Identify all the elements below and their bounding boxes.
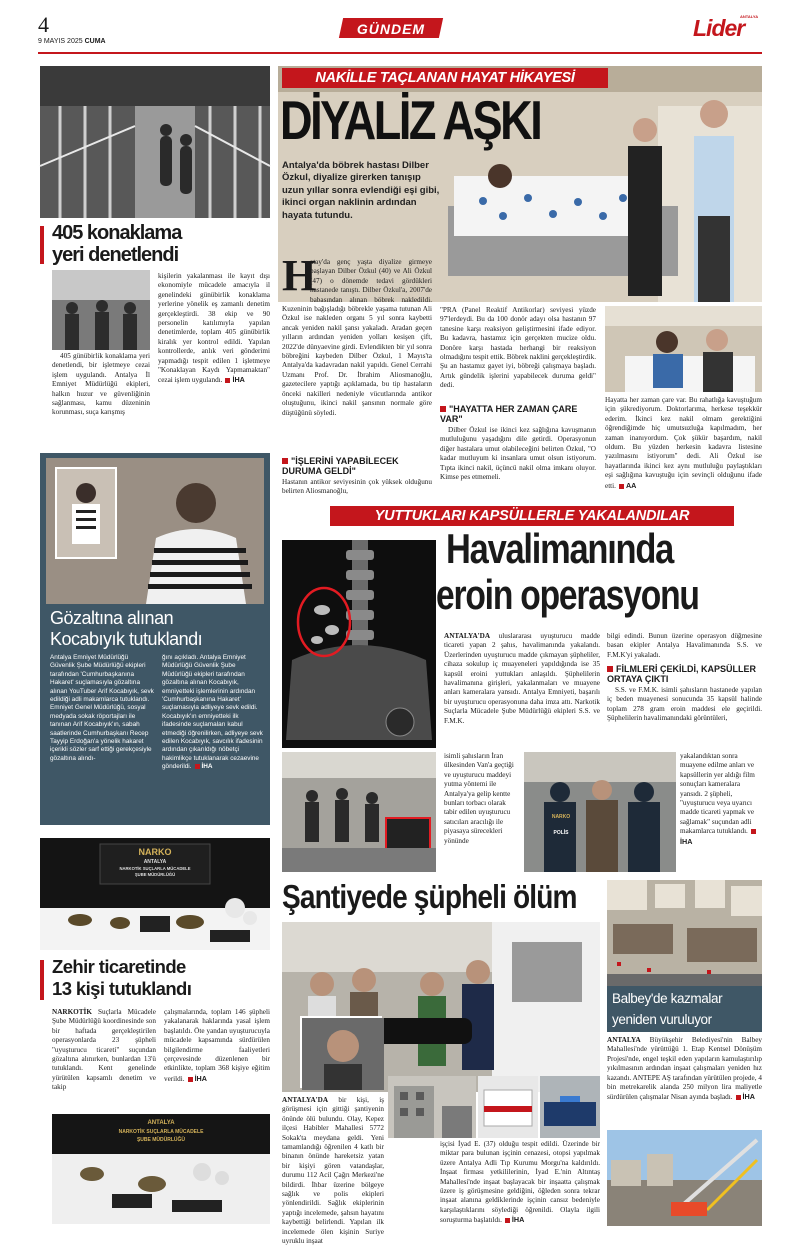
story1-body-paragraph [158,272,270,386]
story4-kicker: YUTTUKLARI KAPSÜLLERLE YAKALANDILAR [330,506,734,526]
story2-headline-line1: Gözaltına alınan [50,608,174,628]
narcotics-sign-top: NARKO [138,847,172,857]
main-sub2: "HAYATTA HER ZAMAN ÇARE VAR" [440,404,596,424]
story1-source: İHA [232,375,245,385]
main-sub1: "İŞLERİNİ YAPABİLECEK DURUMA GELDİ" [282,456,432,476]
header-rule [38,52,762,54]
story1-headline [52,222,181,266]
police-car-illustration [540,1076,600,1138]
narcotics-press-sign-line3: ŞUBE MÜDÜRLÜĞÜ [136,1137,186,1143]
kocabiyik-photo [46,458,264,604]
ambulance-illustration [478,1076,538,1138]
narcotics-seizure-photo [40,838,270,950]
narcotics-sign-line3: ŞUBE MÜDÜRLÜĞÜ [134,872,176,877]
main-col2b [440,426,596,500]
story4-source: İHA [680,836,693,846]
source-marker [751,829,756,834]
story1-body-text: kişilerin yakalanması ile kayıt dışı ekonomiyle mücadele amacıyla il genelindeki günübirlik konaklama yerlerine yönelik eş zamanlı denetim gerçekleştirdi. 38 ekip ve 90 personelin katılımıyla yapılan denetimlerde, toplam 405 günübirlik kiralık yer kontrol edildi. Yapılan kontrollerde, anlık veri gönderimi yapmadığı tespit edilen 1 işletmeye "Konaklayan Kaydı Yapmamaktan" cezai işlem uygulandı. [158,272,270,385]
narko-vest-label: NARKO [551,814,571,820]
main-col1-text: atay'da genç yaşta diyalize girmeye başlayan Dilber Özkul (40) ve Ali Özkul (47) o dönemde tedavi gördükleri hastanede tanıştı. Dilber Özkul'a, 2007'de babasından alınan böbrek nakledildi. Kuzeninin bağışladığı böbrekle yaşama tutunan Ali Özkul ise nakleden organı 5 yıl sonra kaybetti ancak yeniden nakil şansı yakaladı. Aradan geçen yılların ardından yeniden yolları kesişen çift, 2022'de dünyaevine girdi. Evlendikten bir yıl sonra böbreğini kaybeden Dilber Özkul, 1 Mayıs'ta Antalya'da kadavradan nakil yapıldı. Genel Cerrahi Uzmanı Prof. Dr. İbrahim Aliosmanoğlu, gazetecilere yaptığı açıklamada, bu tip hastaların önceki nakilleri nedeniyle vücutlarında antikor oluştuğunu, ikinci nakil şansının normale göre düştüğünü söyledi. [282,258,432,417]
story4-headline-line2: eroin operasyonu [436,571,699,618]
balbey-construction-photo [607,1130,762,1226]
narcotics-press-photo [52,1114,270,1224]
couple-illustration [605,306,762,392]
main-col3-paragraph [605,396,762,491]
story5-col2 [440,1140,600,1234]
source-marker [195,764,200,769]
story3-headline-line1: Zehir ticaretinde [52,956,186,977]
story4-col2-text: bilgi edindi. Bunun üzerine operasyon düğmesine basan ekipler Antalya Havalimanında S.S. ve F.M.K'yi yakaladı. [607,632,762,659]
hotel-inspection-photo [40,66,270,218]
story2-body-left-text: Antalya Emniyet Müdürlüğü Güvenlik Şube Müdürlüğü ekipleri tarafından 'Cumhurbaşkanına Hakaret' suçlamasıyla gözaltına alınan YouTuber Arif Kocabıyık, sevk edildiği adli makamlarca tutuklandı. Emniyet Genel Müdürlüğü, sosyal medyada sokak röportajları ile tanınan Arif Kocabıyık'ın, sabah saatlerinde Cumhurbaşkanı Recep Tayyip Erdoğan'a yönelik hakaret içerikli sözler sarf ettiği gerekçesiyle gözaltına alındı- [50,654,154,762]
story6-body-text: Büyükşehir Belediyesi'nin Balbey Mahallesi'nde yürüttüğü 1. Etap Kentsel Dönüşüm Projesi'nde, engel teşkil eden yapıların kamulaştırılıp yıkılmasının ardından inşaat çalışmaları yeniden hız kazandı. ANTEPE AŞ tarafından yürütülen projede, 4 bin metrekarelik alanda 250 milyon lira maliyetle sürdürülen çalışmalar Nisan ayında başladı. [607,1036,762,1102]
main-dropcap: H [282,251,317,300]
narcotics-sign-line1: ANTALYA [143,859,167,865]
building-illustration [388,1076,476,1138]
story1-caption-text: 405 günübirlik konaklama yeri denetlendi, bir işletmeye cezai işlem uygulandı. Antalya İl Emniyet Müdürlüğü ekipleri, halkın huzur ve güvenliğinin sağlanması, kamu düzeninin korunması, suça karışmış [52,352,150,417]
story3-body-right-text: çalışmalarında, toplam 146 şüpheli yakalanarak haklarında yasal işlem başlatıldı. Öte yandan uyuşturucuyla mücadele kapsamında sürdürülen bilgilendirme faaliyetleri çerçevesinde düzenlenen bir etkinlikte, toplam 368 kişiye eğitim verildi. [164,1008,270,1083]
story5-col1-paragraph [282,1096,384,1247]
story4-col2c-text: yakalandıktan sonra muayene edilme anları ve kapsüllerin yer aldığı film sonuçları kameralara yansıdı. 2 şüpheli, "uyuşturucu veya uyarıcı madde ticareti yapmak ve sağlamak" suçundan adli makamlarca tutuklandı. [680,752,755,836]
story2-source: İHA [201,763,213,771]
narcotics-sign-line2: NARKOTİK SUÇLARLA MÜCADELE [119,866,191,871]
story4-col2 [607,632,762,662]
story2-headline [50,608,202,650]
story5-source: İHA [511,1215,525,1225]
story6-lead: ANTALYA [607,1036,641,1044]
story2-body-right-paragraph [162,654,266,772]
main-col1 [282,251,432,454]
story3-source: İHA [194,1073,207,1083]
police-car-photo [540,1076,600,1138]
page-number: 4 [38,12,49,37]
section-label: GÜNDEM [356,21,426,37]
story5-headline: Şantiyede şüpheli ölüm [282,878,577,915]
story4-col2b-text: S.S. ve F.M.K. isimli şahısların hastanede yapılan iç beden muayenesi sonucunda 35 kapsül halinde toplam 278 gram eroin maddesi ele geçirildi. Şüphelilerin havalimanındaki görüntüleri, [607,686,762,723]
story2-body-right [162,654,266,820]
story1-headline-line1: 405 konaklama [52,222,182,244]
kocabiyik-illustration [46,458,264,604]
story6-body [607,1036,762,1128]
main-col3 [605,396,762,500]
source-marker [188,1077,193,1082]
story1-title-accent [40,226,44,264]
brand-logo[interactable]: Lider [693,15,745,41]
story6-headline-line2: yeniden vuruluyor [612,1012,712,1027]
hotel-inspection-illustration [40,66,270,218]
main-kicker: NAKİLLE TAÇLANAN HAYAT HİKAYESİ [282,68,608,88]
story5-lead: ANTALYA'DA [282,1096,329,1104]
xray-photo [282,540,436,748]
story5-col1-text: bir kişi, iş görüşmesi için gittiği şantiyenin önünde ölü bulundu. Olay, Kepez ilçesi Habibler Mahallesi 5772 Sokak'ta meydana geldi. Yeni tamamlandığı öğrenilen 4 katlı bir binanın önünde hareketsiz yatan bir kişiyi gören vatandaşlar, durumu 112 Acil Çağrı Merkezi'ne bildirdi. İhbar üzerine bölgeye sağlık ve polis ekipleri yönlendirildi. Sağlık ekiplerinin yaptığı incelemede, şahsın hayatını kaybettiği belirlendi. Yapılan ilk incelemede ölen kişinin Suriye uyruklu inşaat [282,1096,384,1246]
issue-date [38,38,106,46]
story3-body-left-paragraph [52,1008,156,1093]
story6-source: İHA [742,1092,755,1102]
story1-body [158,272,270,444]
story1-headline-line2: yeri denetlendi [52,244,179,266]
main-source: AA [625,480,637,490]
main-col3-text: Hayatta her zaman çare var. Bu rahatlığa kavuştuğum için şükrediyorum. Doktorlarıma, herkese teşekkür ederim. İkinci kez nakil olmam gerektiğini öğrendiğimde hiç umutsuzluğa kapılmadım, her zaman inanıyordum. Çok şükür başardım, nakil oldum. Bu yüzden herkesin kadavra listesine yazılmasını istiyorum" dedi. Ali Özkul ise hayatlarında ikinci kez aynı mutluluğu paylaştıkları eşi sağlığına kavuştuğu için sevinçli olduğunu ifade etti. [605,396,762,490]
story1-caption [52,352,150,444]
xray-illustration [282,540,436,748]
source-marker [736,1095,741,1100]
inspection-team-illustration [52,270,150,350]
main-lead: Antalya'da böbrek hastası Dilber Özkul, diyalize girerken tanışıp uzun yıllar sonra evlendiği eşi gibi, ikinci organ naklinin ardından hayata tutundu. [282,160,440,221]
source-marker [619,484,624,489]
story4-col2b [607,686,762,750]
building-photo [388,1076,476,1138]
story3-headline-line2: 13 kişi tutuklandı [52,978,192,999]
police-vest-label: POLİS [553,830,569,836]
story3-body-right [164,1008,270,1106]
victim-portrait-photo [300,1016,382,1088]
logo-subtitle: ANTALYA [740,14,759,19]
main-col1b-text: Hastanın antikor seviyesinin çok yüksek olduğunu belirten Aliosmanoğlu, [282,478,432,496]
story4-col1b-text: isimli şahısların İran ülkesinden Van'a geçtiği ve uyuşturucu maddeyi yutma yöntemi ile Antalya'ya gelip kentte bunları torbacı olarak tabir edilen uyuşturucu satıcıları aracılığı ile piyasaya sürecekleri yönünde [444,752,514,845]
main-col1b [282,478,432,500]
issue-date-text: 9 MAYIS 2025 [38,38,83,45]
police-escort-photo [524,752,676,872]
balbey-aerial-photo [607,880,762,986]
source-marker [225,378,230,383]
story6-headline-line1: Balbey'de kazmalar [612,991,723,1006]
story2-headline-line2: Kocabıyık tutuklandı [50,629,203,649]
story3-headline [52,956,191,1000]
story3-body-right-paragraph [164,1008,270,1084]
story5-col2-text: işçisi İyad E. (37) olduğu tespit edildi. Üzerinde bir miktar para bulunan işçinin cenazesi, otopsi yapılmak üzere Antalya Adli Tıp Kurumu Morgu'na kaldırıldı. İnşaat firması yetkililerinin, İyad E.'nin Altıntaş Mahallesi'nde inşaat başlayacak bir inşaatta çalışmak üzere iş görüşmesine geldiğini, öğleden sonra tekrar inşaat alanına geldiklerinde işçinin cansız bedeniyle karşılaştıklarını söylediği öğrenildi. Olayla ilgili soruşturma başlatıldı. [440,1140,600,1225]
story3-title-accent [40,960,44,1000]
ambulance-photo [478,1076,538,1138]
inspection-team-photo [52,270,150,350]
balbey-aerial-illustration [607,880,762,986]
story3-body-left-text: Suçlarla Mücadele Şube Müdürlüğü koordinesinde son bir haftada gerçekleştirilen operasyonlarda 23 şüpheli "uyuşturucu ticareti" suçundan gözaltına alınırken, bunlardan 13'ü tutuklandı. Kent genelinde yürütülen kapsamlı denetim ve takip [52,1008,156,1092]
story4-headline-line1: Havalimanında [446,525,674,572]
story6-body-paragraph [607,1036,762,1103]
issue-day: CUMA [84,38,106,45]
story4-col1b [444,752,516,880]
story4-lead: ANTALYA'DA [444,632,491,640]
source-marker [505,1218,510,1223]
story4-sub1: FİLMLERİ ÇEKİLDİ, KAPSÜLLER ORTAYA ÇIKTI [607,664,762,684]
main-col2 [440,306,596,402]
main-col2-text: "PRA (Panel Reaktif Antikorlar) seviyesi yüzde 97'lerdeydi. Bu da 100 donör adayı olsa hastanın 97 tanesine karşı reaksiyon geliştirmesini ifade ediyor. Bu kadavra, hastamız için gerçekten mucize oldu. Donöre karşı hastada herhangi bir reaksiyon olmadığını tespit ettik. Böbrek naklini gerçekleştirdik. Şu an hastamız gayet iyi, böbreği çalışmaya başladı. Artık gündelik işlerini yapabilecek duruma geldi" dedi. [440,306,596,390]
story6-headline [612,988,722,1030]
story3-body-left [52,1008,156,1106]
story2-body-right-text: ğını açıkladı. Antalya Emniyet Müdürlüğü Güvenlik Şube Müdürlüğü ekipleri tarafından gözaltına alınan Kocabıyık, emniyetteki işlemlerinin ardından 'Cumhurbaşkanına Hakaret' suçlamasıyla adliyeye sevk edildi. Kocabıyık'ın emniyetteki ilk ifadesinde suçlamaları kabul etmediği öğrenilirken, adliyeye sevk edilen Kocabıyık, savcılık ifadesinin ardından çıkarıldığı nöbetçi hakimlikçe tutuklanarak cezaevine gönderildi. [162,654,263,771]
story4-col2c [680,752,762,876]
narcotics-press-sign-line2: NARKOTİK SUÇLARLA MÜCADELE [118,1129,204,1135]
police-escort-illustration [524,752,676,872]
story5-col1 [282,1096,384,1246]
story4-col1-text: uluslararası uyuşturucu madde ticareti yapan 2 şahıs, havalimanında yakalandı. Üzerlerinden uyuşturucu madde çıkmayan şüpheliler, cihaza sokulup iç muayeneleri yapıldığında ise 35 kapsül eroini yuttukları anlaşıldı. Şüphelilerin havalimanına girişleri, yakalanmaları ve muayene anları kameralara yansıdı. Antalya Emniyeti, başarılı bir uyuşturucu operasyonuna daha imza attı. Narkotik Suçlarla Mücadele Şube Müdürlüğü ekipleri S.S. ve F.M.K. [444,632,600,725]
dropcap-spacer [282,258,310,298]
story5-col2-paragraph [440,1140,600,1226]
story4-col1 [444,632,600,752]
story3-lead: NARKOTİK [52,1008,92,1016]
balbey-construction-illustration [607,1130,762,1226]
airport-corridor-photo [282,752,436,872]
narcotics-press-sign-line1: ANTALYA [147,1120,175,1126]
couple-photo [605,306,762,392]
story2-body-left [50,654,154,820]
main-headline: DİYALİZ AŞKI [280,89,541,151]
victim-portrait-illustration [302,1018,384,1090]
main-col2b-text: Dilber Özkul ise ikinci kez sağlığına kavuşmanın mutluluğunu yaşadığını dile getirdi. Operasyonun diğer hastalara umut olabileceğini belirten Özkul, "O kadar mutluyum ki insanlara umut olsun istiyorum. Tıpta ikinci nakil, üçüncü nakil olma imkanı oluyor. Kimse pes etmemeli. [440,426,596,482]
airport-corridor-illustration [282,752,436,872]
story4-col1-paragraph [444,632,600,726]
story4-col2c-paragraph [680,752,762,847]
